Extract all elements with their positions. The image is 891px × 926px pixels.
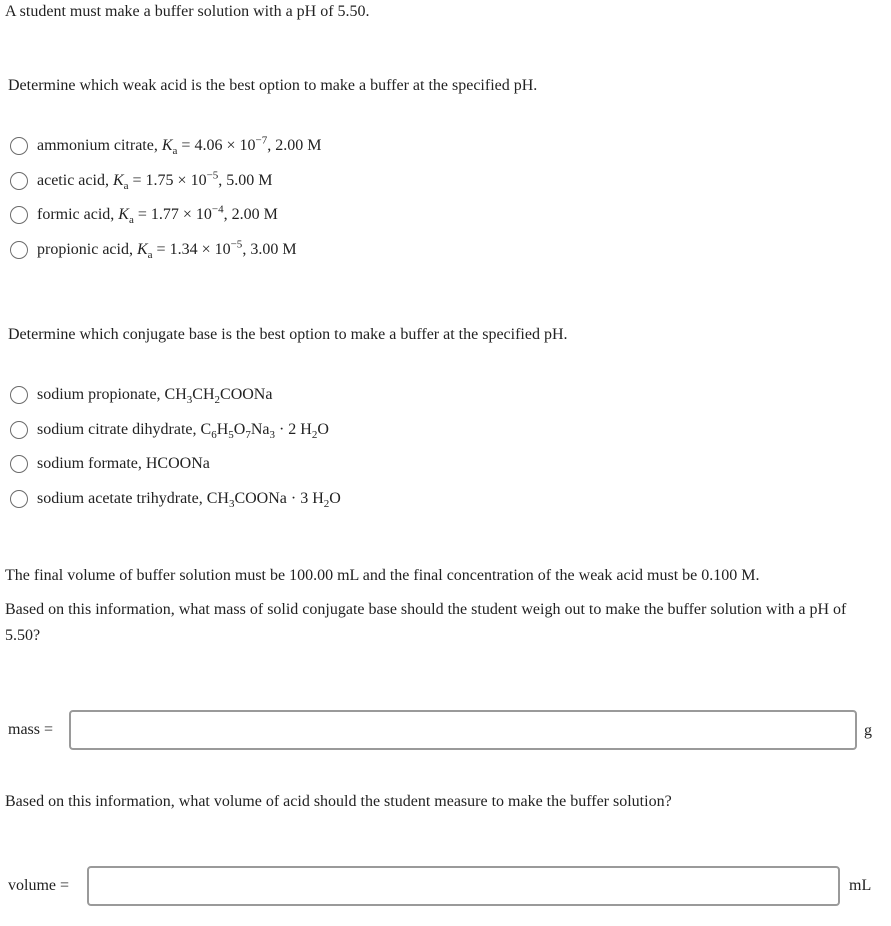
option-label: sodium acetate trihydrate, $CH_3COONa \cdot 3$ $H_2O$ <box>37 490 341 511</box>
option-label: sodium formate, HCOONa <box>37 455 210 472</box>
weak-acid-option-acetic-acid[interactable] <box>10 169 273 193</box>
radio-button[interactable] <box>10 490 28 508</box>
volume-unit: mL <box>849 877 872 894</box>
volume-prompt: Based on this information, what volume of acid should the student measure to make the buffer solution? <box>5 793 672 810</box>
option-label: ammonium citrate, $K_a = 4.06 \times 10^{-7}$, 2.00 M <box>37 134 322 158</box>
radio-button[interactable] <box>10 172 28 190</box>
option-label: acetic acid, $K_a = 1.75 \times 10^{-5}$, 5.00 M <box>37 169 273 193</box>
base-option-sodium-citrate-dihydrate[interactable] <box>10 418 329 442</box>
info-text: The final volume of buffer solution must be 100.00 mL and the final concentration of the weak acid must be 0.100 M. <box>5 567 760 584</box>
mass-prompt: Based on this information, what mass of solid conjugate base should the student weigh out to make the buffer solution with a pH of 5.50? <box>5 601 847 644</box>
radio-button[interactable] <box>10 386 28 404</box>
weak-acid-prompt: Determine which weak acid is the best option to make a buffer at the specified pH. <box>8 77 538 94</box>
weak-acid-option-ammonium-citrate[interactable] <box>10 134 321 158</box>
weak-acid-option-formic-acid[interactable] <box>10 203 278 227</box>
radio-button[interactable] <box>10 206 28 224</box>
weak-acid-option-propionic-acid[interactable] <box>10 238 297 262</box>
base-option-sodium-acetate-trihydrate[interactable] <box>10 487 341 511</box>
volume-label: volume = <box>8 877 70 894</box>
radio-button[interactable] <box>10 137 28 155</box>
mass-unit: g <box>864 722 872 739</box>
base-option-sodium-propionate[interactable] <box>10 383 272 407</box>
volume-input[interactable] <box>87 866 840 906</box>
radio-button[interactable] <box>10 421 28 439</box>
option-label: sodium citrate dihydrate, $C_6H_5O_7Na_3 \cdot 2$ $H_2O$ <box>37 421 329 442</box>
option-label: sodium propionate, $CH_3CH_2COONa$ <box>37 386 273 407</box>
radio-button[interactable] <box>10 455 28 473</box>
option-label: formic acid, $K_a = 1.77 \times 10^{-4}$, 2.00 M <box>37 203 278 227</box>
intro-text: A student must make a buffer solution with a pH of 5.50. <box>5 3 370 20</box>
base-option-sodium-formate[interactable] <box>10 452 210 476</box>
mass-label: mass = <box>8 721 54 738</box>
conjugate-base-prompt: Determine which conjugate base is the best option to make a buffer at the specified pH. <box>8 326 568 343</box>
radio-button[interactable] <box>10 241 28 259</box>
option-label: propionic acid, $K_a = 1.34 \times 10^{-5}$, 3.00 M <box>37 238 297 262</box>
mass-input[interactable] <box>69 710 857 750</box>
